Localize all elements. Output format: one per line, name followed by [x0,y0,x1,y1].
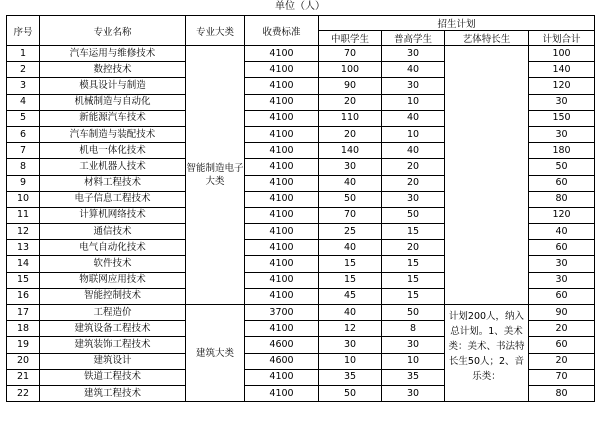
cell-name: 数控技术 [40,62,186,78]
cell-zz: 30 [319,159,382,175]
header-zz: 中职学生 [319,31,382,46]
header-pg: 普高学生 [382,31,445,46]
cell-no: 6 [7,126,40,142]
cell-total: 50 [529,159,595,175]
cell-fee: 4100 [245,385,319,401]
cell-name: 软件技术 [40,256,186,272]
cell-pg: 40 [382,143,445,159]
cell-name: 汽车运用与维修技术 [40,46,186,62]
cell-pg: 30 [382,191,445,207]
cell-zz: 40 [319,240,382,256]
cell-art-note: 计划200人，纳入总计划。1、美术类：美术、书法特长生50人；2、音乐类： [445,305,529,402]
cell-total: 120 [529,78,595,94]
cell-fee: 4100 [245,175,319,191]
cell-total: 90 [529,305,595,321]
cell-zz: 30 [319,337,382,353]
cell-zz: 140 [319,143,382,159]
cell-zz: 50 [319,385,382,401]
cell-name: 电子信息工程技术 [40,191,186,207]
cell-total: 30 [529,126,595,142]
cell-pg: 20 [382,159,445,175]
cell-fee: 4100 [245,321,319,337]
cell-zz: 50 [319,191,382,207]
cell-name: 智能控制技术 [40,288,186,304]
cell-name: 建筑设计 [40,353,186,369]
cell-fee: 4100 [245,159,319,175]
cell-fee: 4100 [245,94,319,110]
cell-pg: 30 [382,385,445,401]
cell-zz: 70 [319,46,382,62]
header-total: 计划合计 [529,31,595,46]
cell-pg: 10 [382,126,445,142]
cell-total: 80 [529,385,595,401]
cell-no: 16 [7,288,40,304]
table-body [7,46,595,402]
cell-fee: 4100 [245,256,319,272]
cell-zz: 70 [319,207,382,223]
cell-pg: 40 [382,110,445,126]
cell-no: 22 [7,385,40,401]
cell-fee: 4100 [245,240,319,256]
cell-fee: 4100 [245,369,319,385]
cell-pg: 15 [382,272,445,288]
cell-total: 20 [529,321,595,337]
cell-fee: 4100 [245,143,319,159]
cell-pg: 20 [382,240,445,256]
cell-pg: 30 [382,46,445,62]
cell-zz: 100 [319,62,382,78]
cell-zz: 110 [319,110,382,126]
cell-zz: 15 [319,256,382,272]
cell-fee: 4100 [245,46,319,62]
cell-name: 计算机网络技术 [40,207,186,223]
cell-name: 铁道工程技术 [40,369,186,385]
table-row [7,46,595,62]
cell-pg: 15 [382,288,445,304]
cell-zz: 90 [319,78,382,94]
cell-total: 30 [529,256,595,272]
cell-zz: 20 [319,94,382,110]
cell-no: 1 [7,46,40,62]
cell-total: 120 [529,207,595,223]
cell-name: 材料工程技术 [40,175,186,191]
cell-no: 2 [7,62,40,78]
cell-art-blank [445,46,529,305]
cell-name: 建筑设备工程技术 [40,321,186,337]
header-name: 专业名称 [40,16,186,46]
cell-zz: 35 [319,369,382,385]
cell-name: 模具设计与制造 [40,78,186,94]
cell-total: 60 [529,175,595,191]
cell-pg: 20 [382,175,445,191]
cell-zz: 45 [319,288,382,304]
cell-zz: 20 [319,126,382,142]
enrollment-plan-table [6,15,595,402]
cell-fee: 4100 [245,62,319,78]
header-fee: 收费标准 [245,16,319,46]
cell-pg: 30 [382,78,445,94]
cell-total: 60 [529,337,595,353]
cell-no: 19 [7,337,40,353]
cell-category-smart: 智能制造电子大类 [186,46,245,305]
cell-fee: 4100 [245,78,319,94]
cell-pg: 50 [382,305,445,321]
cell-name: 机械制造与自动化 [40,94,186,110]
cell-total: 180 [529,143,595,159]
cell-fee: 4600 [245,337,319,353]
cell-total: 30 [529,94,595,110]
cell-pg: 40 [382,62,445,78]
header-category: 专业大类 [186,16,245,46]
header-art: 艺体特长生 [445,31,529,46]
cell-pg: 50 [382,207,445,223]
header-plan: 招生计划 [319,16,595,31]
cell-name: 建筑装饰工程技术 [40,337,186,353]
cell-name: 新能源汽车技术 [40,110,186,126]
cell-fee: 4100 [245,207,319,223]
cell-fee: 4100 [245,224,319,240]
cell-total: 140 [529,62,595,78]
cell-category-build: 建筑大类 [186,305,245,402]
cell-name: 通信技术 [40,224,186,240]
cell-fee: 3700 [245,305,319,321]
cell-no: 20 [7,353,40,369]
cell-no: 3 [7,78,40,94]
cell-fee: 4100 [245,126,319,142]
cell-zz: 12 [319,321,382,337]
cell-pg: 10 [382,94,445,110]
cell-total: 150 [529,110,595,126]
cell-name: 物联网应用技术 [40,272,186,288]
cell-name: 工业机器人技术 [40,159,186,175]
unit-label: 单位（人） [275,1,325,12]
table-row [7,305,595,321]
cell-total: 80 [529,191,595,207]
cell-total: 40 [529,224,595,240]
cell-pg: 10 [382,353,445,369]
cell-name: 电气自动化技术 [40,240,186,256]
cell-pg: 15 [382,256,445,272]
cell-total: 100 [529,46,595,62]
cell-no: 18 [7,321,40,337]
cell-total: 70 [529,369,595,385]
cell-no: 11 [7,207,40,223]
cell-zz: 15 [319,272,382,288]
cell-no: 5 [7,110,40,126]
cell-fee: 4100 [245,272,319,288]
cell-fee: 4100 [245,110,319,126]
cell-no: 4 [7,94,40,110]
cell-zz: 10 [319,353,382,369]
cell-total: 60 [529,240,595,256]
cell-zz: 25 [319,224,382,240]
cell-no: 10 [7,191,40,207]
cell-name: 工程造价 [40,305,186,321]
cell-zz: 40 [319,305,382,321]
cell-total: 60 [529,288,595,304]
cell-fee: 4100 [245,288,319,304]
cell-no: 14 [7,256,40,272]
cell-pg: 30 [382,337,445,353]
cell-no: 21 [7,369,40,385]
cell-no: 17 [7,305,40,321]
cell-zz: 40 [319,175,382,191]
cell-no: 9 [7,175,40,191]
cell-no: 12 [7,224,40,240]
header-no: 序号 [7,16,40,46]
cell-fee: 4100 [245,191,319,207]
cell-pg: 15 [382,224,445,240]
cell-name: 汽车制造与装配技术 [40,126,186,142]
cell-name: 机电一体化技术 [40,143,186,159]
cell-no: 13 [7,240,40,256]
cell-total: 30 [529,272,595,288]
cell-no: 8 [7,159,40,175]
cell-fee: 4600 [245,353,319,369]
cell-no: 7 [7,143,40,159]
cell-total: 20 [529,353,595,369]
cell-pg: 8 [382,321,445,337]
cell-name: 建筑工程技术 [40,385,186,401]
cell-no: 15 [7,272,40,288]
cell-pg: 35 [382,369,445,385]
